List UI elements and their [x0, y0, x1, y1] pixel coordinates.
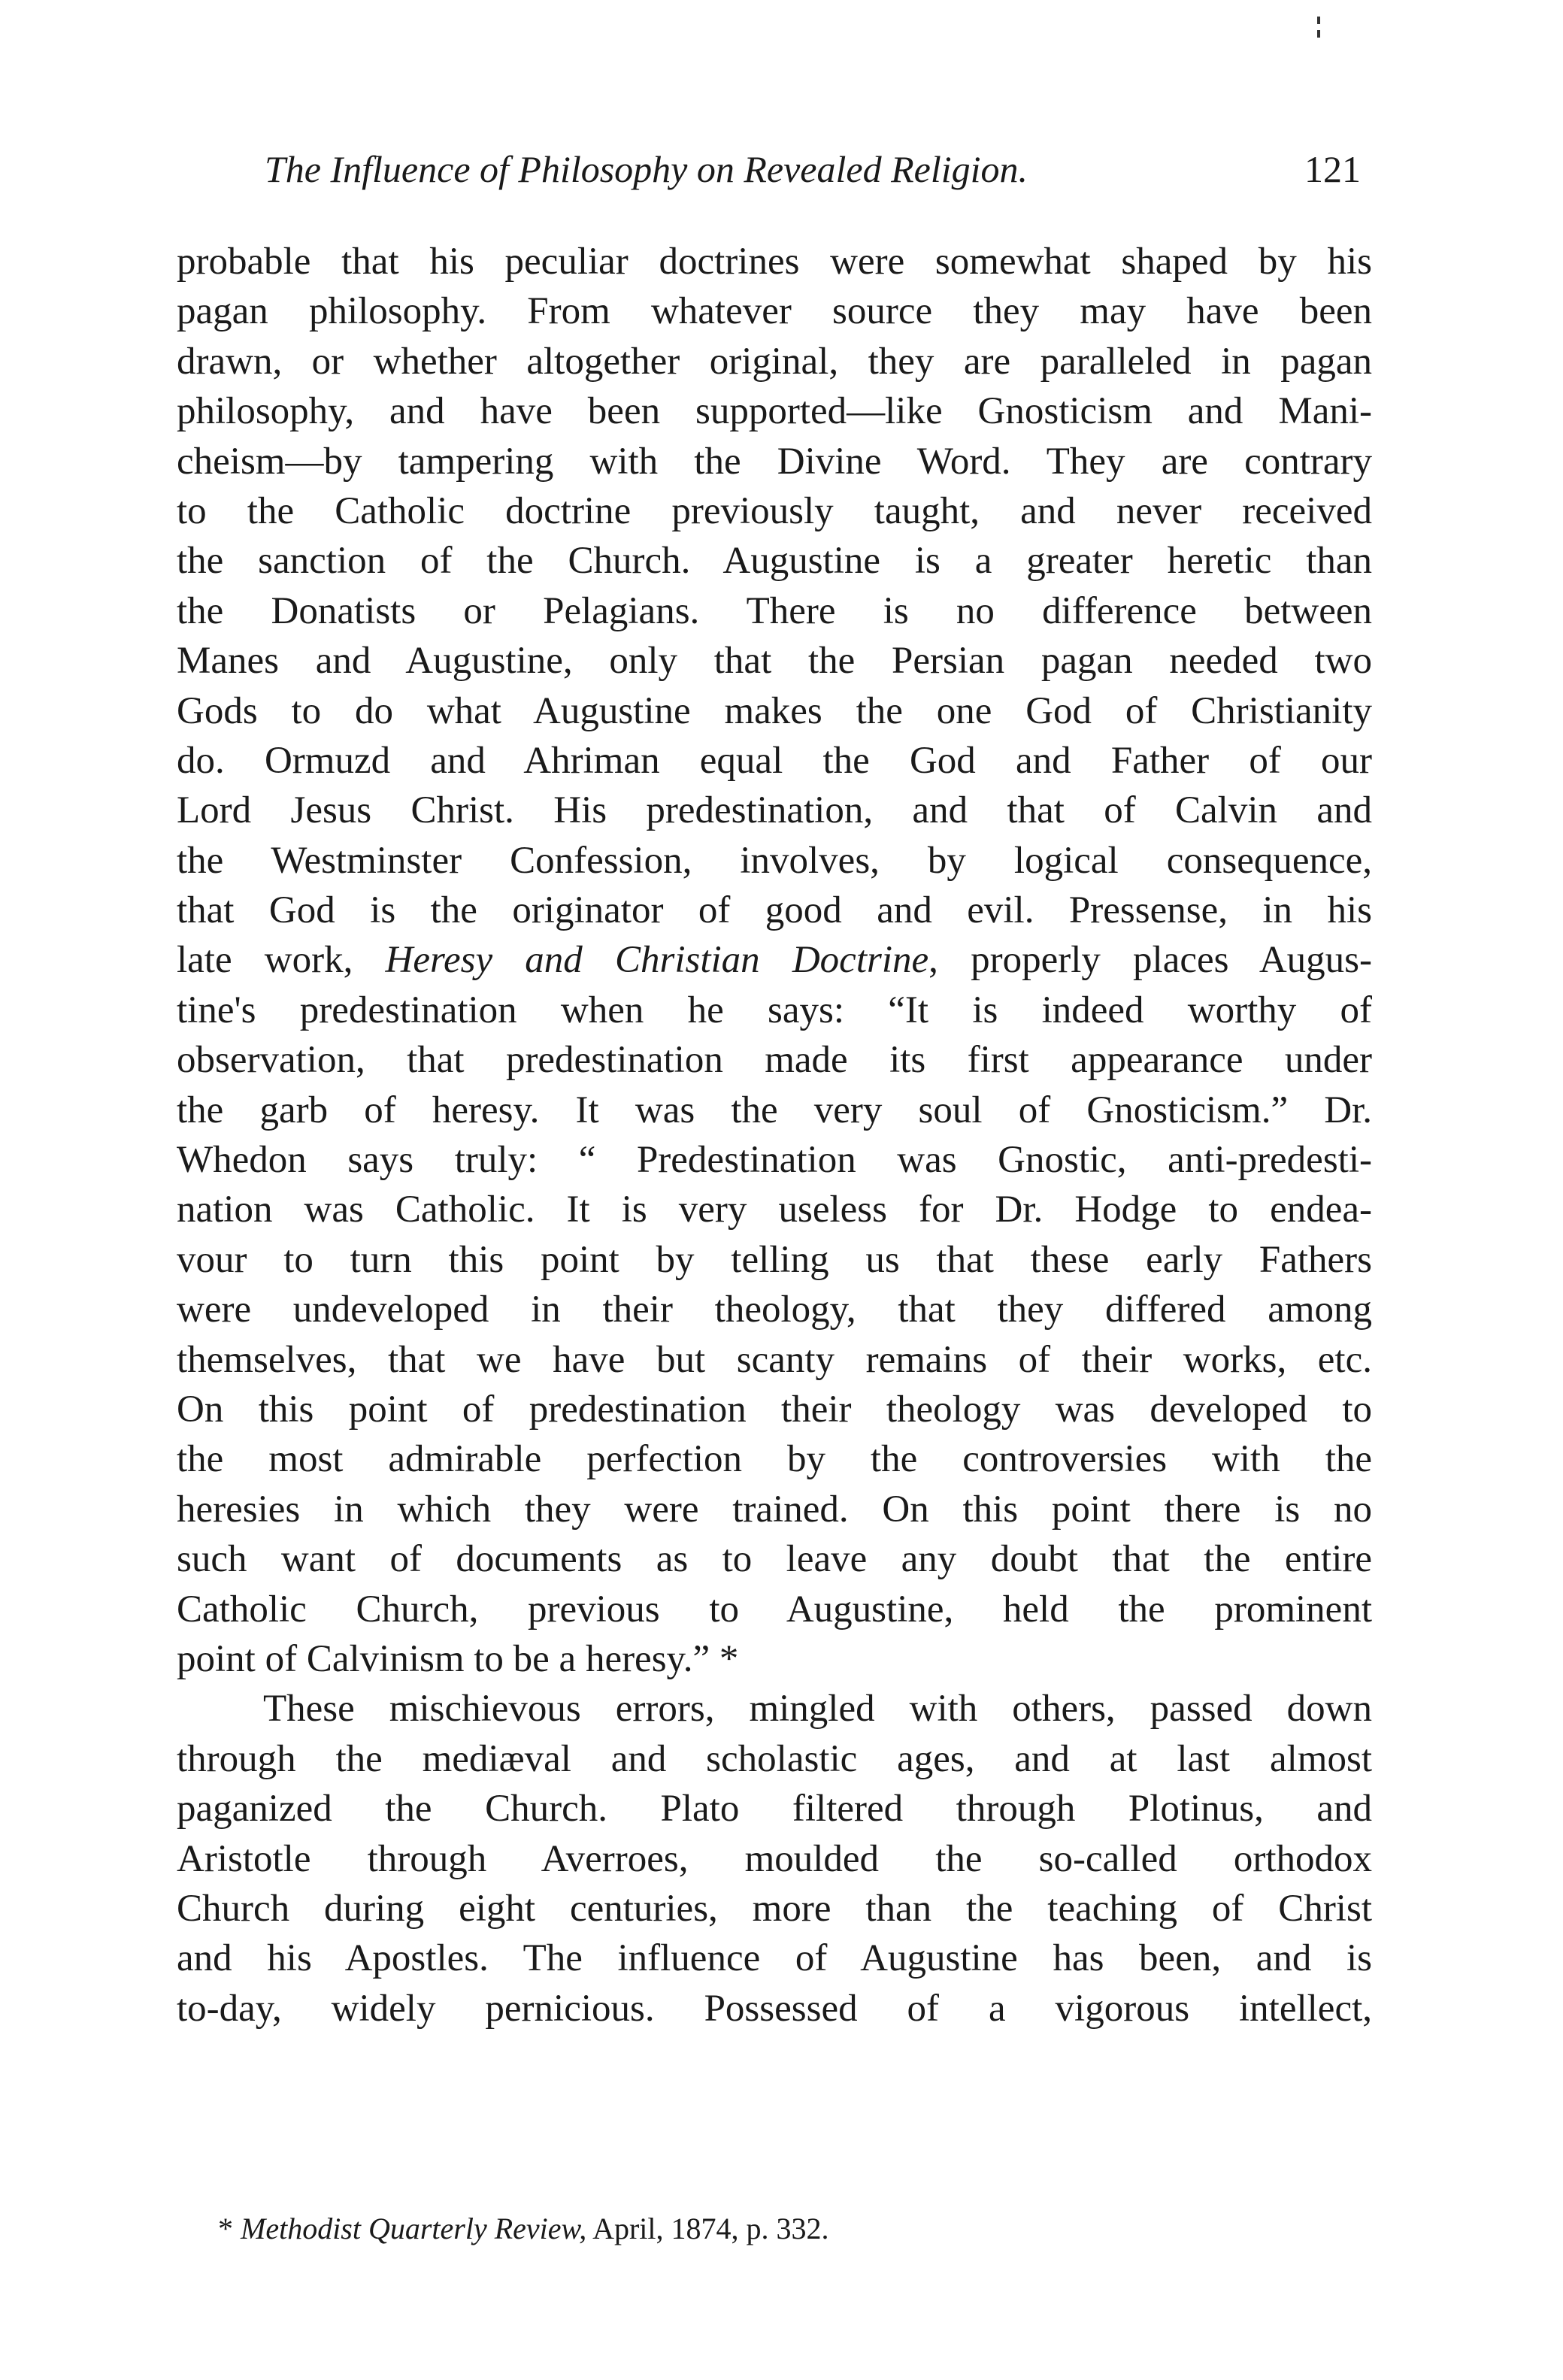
text-line: Lord Jesus Christ. His predestination, and that of Calvin and [177, 789, 1372, 832]
paragraph-2-first-line: These mischievous errors, mingled with others, passed down [263, 1688, 1372, 1730]
text-line-with-title [177, 935, 1372, 985]
text-line: pagan philosophy. From whatever source they may have been [177, 290, 1372, 333]
body-text [177, 237, 1372, 2033]
text-line: the sanction of the Church. Augustine is a greater heretic than [177, 540, 1372, 583]
page-number: 121 [1304, 148, 1361, 190]
footnote-marker: * [218, 2212, 233, 2245]
text-line: and his Apostles. The influence of Augustine has been, and is [177, 1937, 1372, 1980]
text-line: the most admirable perfection by the controversies with the [177, 1438, 1372, 1481]
text-line: Aristotle through Averroes, moulded the so-called orthodox [177, 1837, 1372, 1880]
text-line: to the Catholic doctrine previously taught, and never received [177, 489, 1372, 532]
text-line: tine's predestination when he says: “It is indeed worthy of [177, 989, 1372, 1031]
text-line: Catholic Church, previous to Augustine, held the prominent [177, 1588, 1372, 1631]
text-line: were undeveloped in their theology, that they differed among [177, 1288, 1372, 1331]
text-line: heresies in which they were trained. On this point there is no [177, 1488, 1372, 1531]
footnote-details: April, 1874, p. 332. [592, 2212, 829, 2245]
text-line: through the mediæval and scholastic ages, and at last almost [177, 1737, 1372, 1780]
text-line: to-day, widely pernicious. Possessed of a vigorous intellect, [177, 1987, 1372, 2030]
text-line: nation was Catholic. It is very useless for Dr. Hodge to endea- [177, 1188, 1372, 1231]
text-line: On this point of predestination their theology was developed to [177, 1388, 1372, 1431]
text-line: do. Ormuzd and Ahriman equal the God and Father of our [177, 739, 1372, 782]
footnote [218, 2206, 1120, 2251]
text-line: the Donatists or Pelagians. There is no difference between [177, 589, 1372, 632]
cited-work-title: Heresy and Christian Doctrine [385, 939, 929, 982]
running-head [256, 139, 1361, 199]
text-line: Manes and Augustine, only that the Persian pagan needed two [177, 640, 1372, 683]
text-line: vour to turn this point by telling us that these early Fathers [177, 1238, 1372, 1281]
footnote-source: Methodist Quarterly Review, [241, 2212, 587, 2245]
text-line: philosophy, and have been supported—like Gnosticism and Mani- [177, 390, 1372, 433]
text-line: such want of documents as to leave any doubt that the entire [177, 1538, 1372, 1581]
text-line: themselves, that we have but scanty remains of their works, etc. [177, 1338, 1372, 1381]
stray-mark [1317, 30, 1320, 38]
text-line: cheism—by tampering with the Divine Word. They are contrary [177, 440, 1372, 483]
text-line: paganized the Church. Plato filtered through Plotinus, and [177, 1788, 1372, 1830]
text-line: Gods to do what Augustine makes the one God of Christianity [177, 689, 1372, 732]
text-line: point of Calvinism to be a heresy.” * [177, 1637, 739, 1680]
text-line: Church during eight centuries, more than the teaching of Christ [177, 1887, 1372, 1930]
text-line: probable that his peculiar doctrines were somewhat shaped by his [177, 241, 1372, 283]
line-prefix: late work, [177, 939, 386, 982]
running-title: The Influence of Philosophy on Revealed Religion. [265, 148, 1028, 190]
text-line: Whedon says truly: “ Predestination was Gnostic, anti-predesti- [177, 1139, 1372, 1182]
text-line: observation, that predestination made its first appearance under [177, 1039, 1372, 1082]
text-line: drawn, or whether altogether original, they are paralleled in pagan [177, 340, 1372, 383]
stray-mark [1317, 17, 1320, 24]
text-line: the Westminster Confession, involves, by logical consequence, [177, 839, 1372, 882]
text-line: the garb of heresy. It was the very soul of Gnosticism.” Dr. [177, 1089, 1372, 1131]
text-line: that God is the originator of good and evil. Pressense, in his [177, 889, 1372, 932]
line-suffix: , properly places Augus- [928, 939, 1372, 982]
